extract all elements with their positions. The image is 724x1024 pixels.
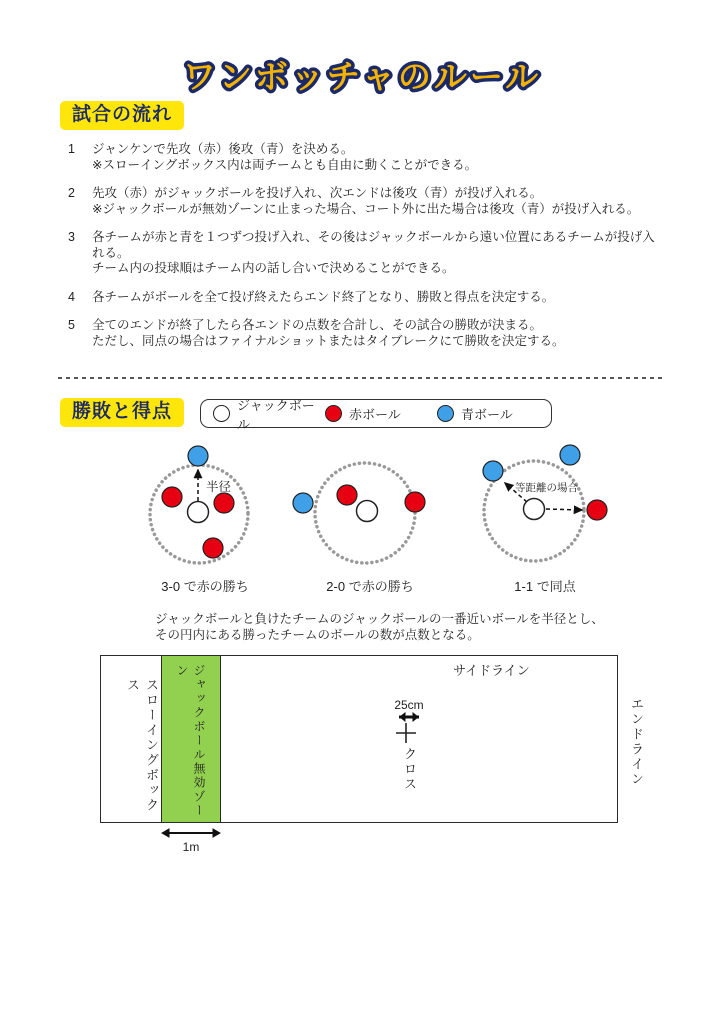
rule-line: ただし、同点の場合はファイナルショットまたはタイブレークにて勝敗を決定する。 <box>92 333 565 348</box>
jack-ball-icon <box>213 405 230 422</box>
section-heading-flow: 試合の流れ <box>60 101 184 130</box>
diagram-caption: 1-1 で同点 <box>514 579 576 594</box>
legend-entry-jack <box>213 395 315 433</box>
red-ball <box>214 493 234 513</box>
legend-entry-blue <box>437 404 539 423</box>
court-diagram <box>100 655 618 823</box>
jack-invalid-zone <box>161 656 221 822</box>
rule-line: 各チームが赤と青を１つずつ投げ入れ、その後はジャックボールから遠い位置にあるチームが投げ入れる。 <box>92 230 655 260</box>
list-item <box>68 142 656 173</box>
jack-ball <box>357 501 378 522</box>
dashed-divider <box>58 377 666 379</box>
legend-entry-red <box>325 404 427 423</box>
diagram-caption: 3-0 で赤の勝ち <box>161 579 249 594</box>
cross-size-label: 25cm <box>394 698 424 712</box>
rule-note-line: ※ジャックボールが無効ゾーンに止まった場合、コート外に出た場合は後攻（青）が投げ入れる。 <box>92 201 640 216</box>
list-item-text <box>92 230 656 277</box>
blue-ball <box>293 493 313 513</box>
list-item-text <box>92 318 656 349</box>
diagram-2-0 <box>290 443 430 571</box>
blue-ball-icon <box>437 405 454 422</box>
diagram-caption: 2-0 で赤の勝ち <box>326 579 414 594</box>
list-item-number: 3 <box>68 230 75 244</box>
page-title-art <box>0 48 724 104</box>
blue-ball <box>483 461 503 481</box>
rule-line: ジャンケンで先攻（赤）後攻（青）を決める。 <box>92 142 354 156</box>
equal-distance-annotation: 等距離の場合 <box>515 482 578 494</box>
list-item-number: 2 <box>68 186 75 200</box>
list-item-number: 4 <box>68 289 75 304</box>
list-item-text <box>92 142 656 173</box>
list-item <box>68 186 656 217</box>
list-item <box>68 230 656 277</box>
jack-ball <box>524 499 545 520</box>
cross-size-arrow <box>394 712 424 722</box>
red-ball <box>203 538 223 558</box>
red-ball-icon <box>325 405 342 422</box>
red-ball <box>337 485 357 505</box>
list-item-number: 1 <box>68 142 75 156</box>
page-title: ワンボッチャのルール <box>182 58 542 95</box>
rule-line: 各チームがボールを全て投げ終えたらエンド終了となり、勝敗と得点を決定する。 <box>92 289 555 304</box>
jack-ball <box>188 502 209 523</box>
zone-width-arrow <box>160 827 222 839</box>
end-line-label: エンドライン <box>629 697 644 787</box>
radius-annotation: 半径 <box>206 480 232 494</box>
rule-line: 全てのエンドが終了したら各エンドの点数を合計し、その試合の勝敗が決まる。 <box>92 318 543 332</box>
legend-label: ジャックボール <box>237 397 315 432</box>
scoring-note-line: ジャックボールと負けたチームのジャックボールの一番近いボールを半径とし、 <box>155 612 604 626</box>
red-ball <box>162 487 182 507</box>
scoring-note-line: その円内にある勝ったチームのボールの数が点数となる。 <box>155 627 480 642</box>
diagram-3-0 <box>145 443 265 571</box>
invalid-zone-label: ジャックボール無効ゾーン <box>175 664 206 818</box>
diagram-1-1 <box>468 440 620 571</box>
list-item <box>68 290 656 306</box>
red-ball <box>587 500 607 520</box>
legend-label: 赤ボール <box>349 407 401 422</box>
ball-legend <box>200 397 552 432</box>
rule-line: 先攻（赤）がジャックボールを投げ入れ、次エンドは後攻（青）が投げ入れる。 <box>92 186 543 200</box>
red-ball <box>405 492 425 512</box>
list-item <box>68 318 656 349</box>
rule-line: チーム内の投球順はチーム内の話し合いで決めることができる。 <box>92 261 455 275</box>
cross-icon <box>395 722 417 744</box>
side-line-label: サイドライン <box>453 663 530 678</box>
zone-width-label: 1m <box>182 840 200 854</box>
list-item-text <box>92 186 656 217</box>
section-heading-scoring: 勝敗と得点 <box>60 398 184 427</box>
rules-list <box>68 142 656 362</box>
blue-ball <box>560 445 580 465</box>
legend-label: 青ボール <box>461 407 513 422</box>
equal-distance-arrow <box>546 509 582 510</box>
blue-ball <box>188 446 208 466</box>
throwing-box-label: スローイングボックス <box>125 678 159 813</box>
scoring-note <box>155 612 695 643</box>
rule-note-line: ※スローイングボックス内は両チームとも自由に動くことができる。 <box>92 157 478 172</box>
list-item-text <box>92 290 656 306</box>
cross-label: クロス <box>402 747 417 792</box>
list-item-number: 5 <box>68 318 75 332</box>
